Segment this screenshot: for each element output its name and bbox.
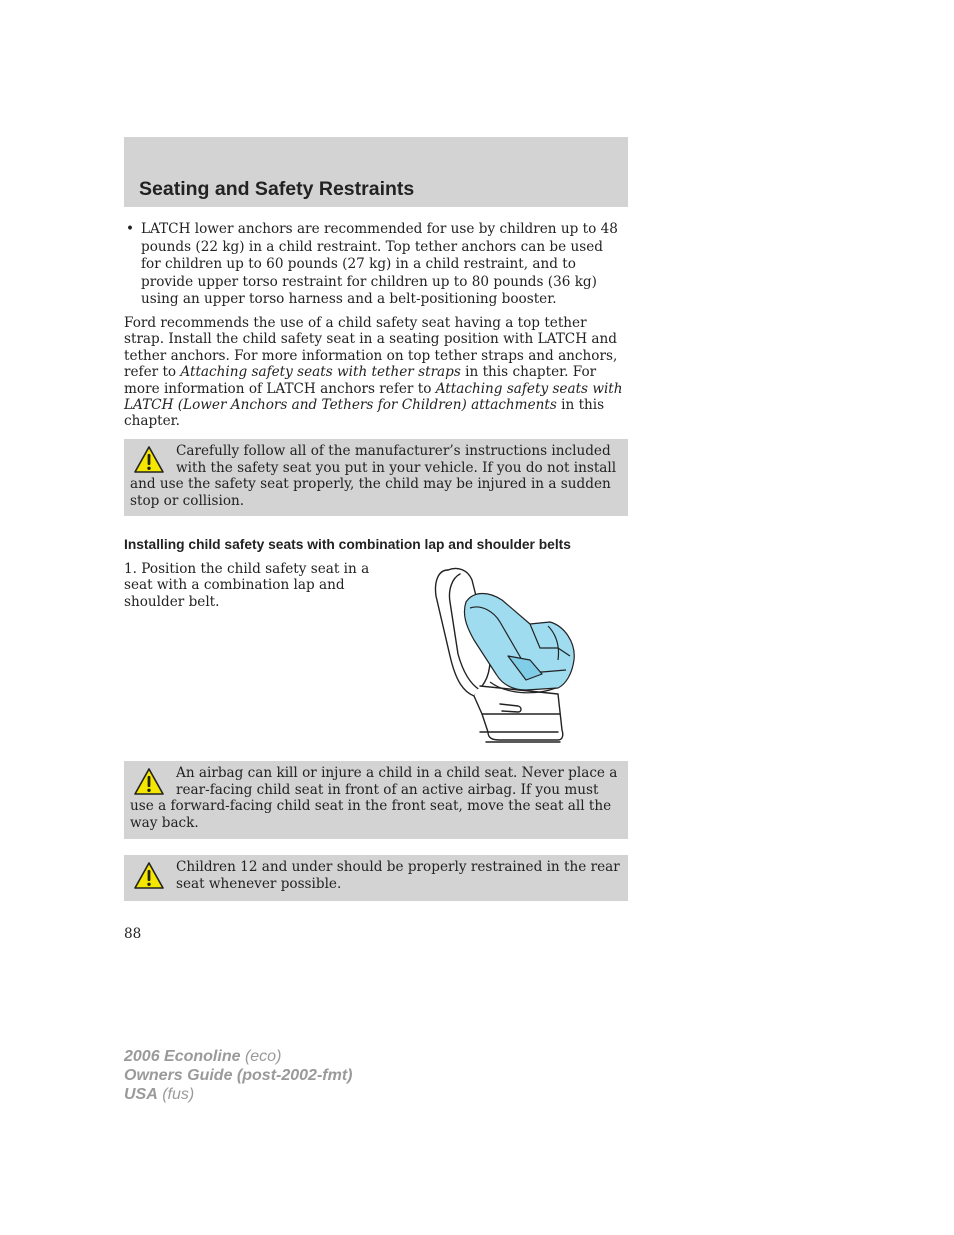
footer-market-code: (fus) [157,1086,195,1103]
warning-text: Carefully follow all of the manufacturer’s instructions included with the safety seat you put in your vehicle. If you do not install and use the safety seat properly, the child may be injured in a sudden stop or collision. [130,443,617,509]
warning-box [124,439,628,516]
bullet-marker: • [126,221,135,237]
footer-guide: Owners Guide (post-2002-fmt) [124,1067,353,1084]
paragraph-text: in this chapter. For more information of LATCH anchors refer to [124,364,597,397]
bullet-text: LATCH lower anchors are recommended for use by children up to 48 pounds (22 kg) in a child restraint. Top tether anchors can be used for children up to 60 pounds (27 kg) in a child restraint, and to provide upper torso restraint for children up to 80 pounds (36 kg) using an upper torso harness and a belt-positioning booster. [141,221,618,307]
warning-text: An airbag can kill or injure a child in a child seat. Never place a rear-facing child seat in front of an active airbag. If you must use a forward-facing child seat in the front seat, move the seat all the way back. [130,765,618,831]
warning-triangle-icon [133,445,165,475]
footer-model-code: (eco) [240,1048,282,1065]
body-paragraph [124,315,628,430]
warning-triangle-icon [133,861,165,891]
step-text: 1. Position the child safety seat in a seat with a combination lap and shoulder belt. [124,561,370,610]
page-number: 88 [124,926,142,942]
section-heading: Installing child safety seats with combination lap and shoulder belts [124,537,571,552]
warning-text: Children 12 and under should be properly restrained in the rear seat whenever possible. [176,859,620,892]
bullet-item [124,221,624,309]
child-seat-illustration [430,564,580,744]
paragraph-reference: Attaching safety seats with tether straps [180,364,461,381]
warning-box [124,761,628,839]
footer-market: USA [124,1086,158,1103]
paragraph-text: in this chapter. [124,397,605,430]
footer [124,1047,352,1104]
footer-line [124,1047,352,1066]
page-title: Seating and Safety Restraints [139,178,415,200]
paragraph-reference: Attaching safety seats with LATCH (Lower Anchors and Tethers for Children) attachments [124,380,623,414]
footer-line [124,1085,352,1104]
footer-model: 2006 Econoline [124,1048,241,1065]
warning-box [124,855,628,901]
section-header [124,137,628,207]
warning-triangle-icon [133,767,165,797]
footer-line [124,1066,352,1085]
paragraph-text: Ford recommends the use of a child safety seat having a top tether strap. Install the child safety seat in a seating position with LATCH and tether anchors. For more information on top tether straps and anchors, refer to [124,315,618,381]
